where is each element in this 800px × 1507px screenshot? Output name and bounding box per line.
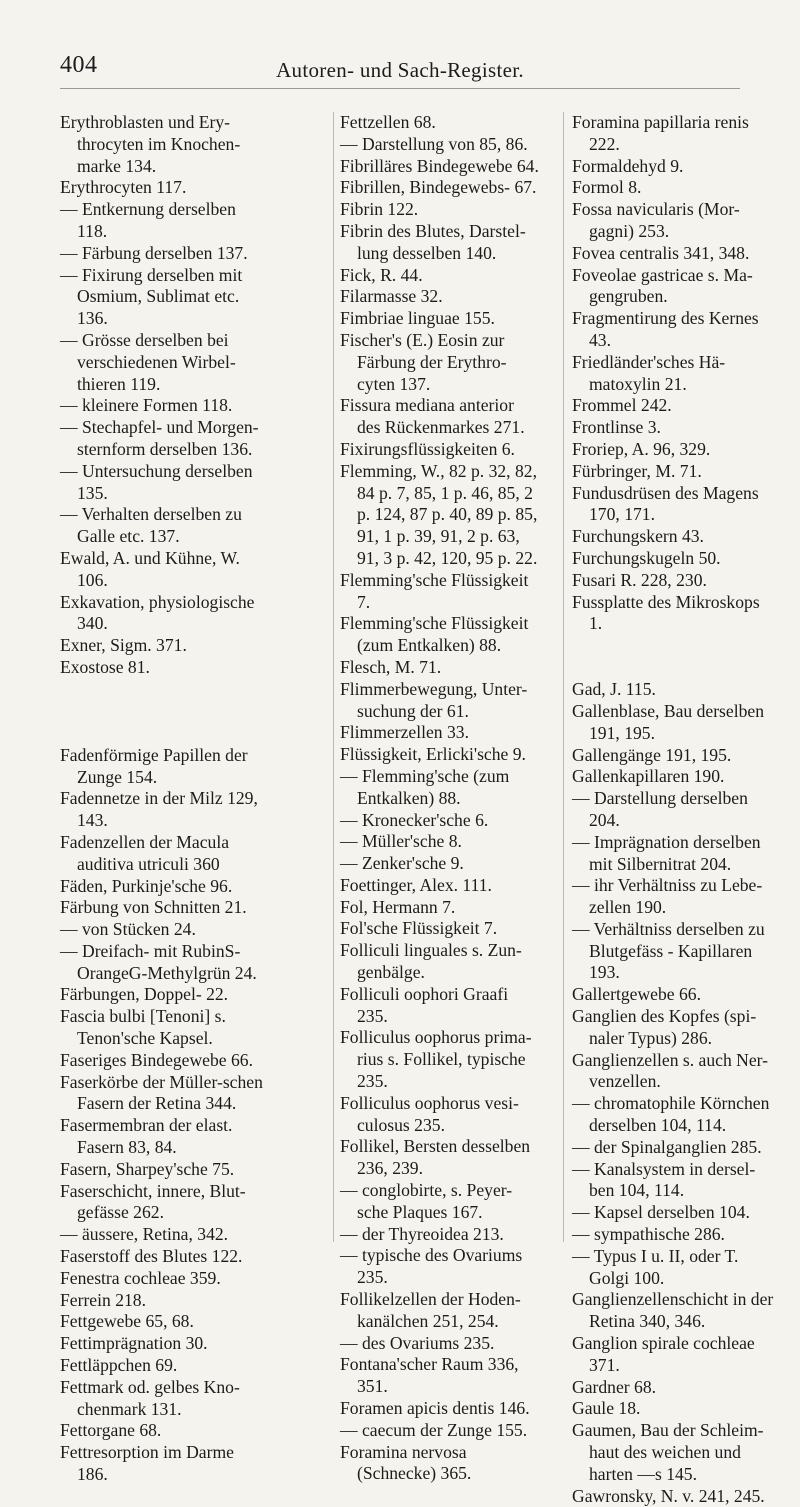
index-entry: Fibrin 122. xyxy=(340,199,419,220)
index-entry: Folliculi oophori Graafi 235. xyxy=(340,983,509,1026)
index-entry: — der Thyreoidea 213. xyxy=(340,1223,504,1244)
page-number: 404 xyxy=(60,52,98,78)
index-entry: Filarmasse 32. xyxy=(340,286,443,307)
index-entry: Gallertgewebe 66. xyxy=(572,984,701,1005)
index-entry: Gallenblase, Bau derselben 191, 195. xyxy=(572,700,764,743)
index-entry: — Färbung derselben 137. xyxy=(60,242,248,263)
index-entry: Folliculi linguales s. Zun-genbälge. xyxy=(340,940,522,983)
index-entry: Flemming, W., 82 p. 32, 82, 84 p. 7, 85, 1 p. 46, 85, 2 p. 124, 87 p. 40, 89 p. 85, 91, 1 p. 39, 91, 2 p. 63, 91, 3 p. 42, 120, 95 p. 22. xyxy=(340,460,538,568)
index-entry: — Imprägnation derselben mit Silbernitrat 204. xyxy=(572,831,761,874)
index-entry: Follikelzellen der Hoden-kanälchen 251, 254. xyxy=(340,1289,521,1331)
index-entry: Fissura mediana anterior des Rückenmarkes 271. xyxy=(340,395,525,438)
index-entry: — Dreifach- mit RubinS-OrangeG-Methylgrün 24. xyxy=(60,940,257,983)
index-entry: Follikel, Bersten desselben 236, 239. xyxy=(340,1136,531,1179)
column-separator xyxy=(563,112,564,1242)
index-entry: — Untersuchung derselben 135. xyxy=(60,460,253,503)
index-entry: Fasermembran der elast. Fasern 83, 84. xyxy=(60,1115,233,1158)
index-entry: Exkavation, physiologische 340. xyxy=(60,591,255,634)
index-column-1 xyxy=(60,112,265,1486)
index-entry: Fovea centralis 341, 348. xyxy=(572,242,750,263)
column-separator xyxy=(333,112,334,1242)
index-entry: Foettinger, Alex. 111. xyxy=(340,874,492,895)
index-entry: — conglobirte, s. Peyer-sche Plaques 167. xyxy=(340,1180,513,1222)
index-entry: — typische des Ovariums 235. xyxy=(340,1245,523,1288)
index-entry: Fettorgane 68. xyxy=(60,1420,162,1441)
index-entry: Fragmentirung des Kernes 43. xyxy=(572,308,759,350)
index-entry: Ganglien des Kopfes (spi-naler Typus) 286. xyxy=(572,1006,757,1048)
index-entry: Fettresorption im Darme 186. xyxy=(60,1442,234,1485)
index-entry: — Darstellung von 85, 86. xyxy=(340,133,528,154)
index-entry: Foramina papillaria renis 222. xyxy=(572,112,749,154)
index-entry: Fimbriae linguae 155. xyxy=(340,308,495,329)
index-entry: Fadenzellen der Macula auditiva utriculi 360 xyxy=(60,831,230,874)
index-entry: Frommel 242. xyxy=(572,395,672,416)
index-entry: Fibrillen, Bindegewebs- 67. xyxy=(340,177,537,198)
index-entry: Formol 8. xyxy=(572,177,642,198)
index-entry: Fibrin des Blutes, Darstel-lung desselben 140. xyxy=(340,220,526,263)
index-entry: — von Stücken 24. xyxy=(60,919,196,940)
index-entry: Ewald, A. und Kühne, W. 106. xyxy=(60,547,240,590)
index-entry: Gaule 18. xyxy=(572,1398,641,1419)
index-entry: Fusari R. 228, 230. xyxy=(572,569,707,590)
index-entry: Fick, R. 44. xyxy=(340,264,423,285)
index-entry: Flemming'sche Flüssigkeit 7. xyxy=(340,569,529,612)
index-column-2 xyxy=(340,112,540,1485)
index-column-3 xyxy=(572,112,777,1507)
index-entry: Fussplatte des Mikroskops 1. xyxy=(572,591,760,634)
index-entry: Fundusdrüsen des Magens 170, 171. xyxy=(572,482,759,525)
index-entry: Foveolae gastricae s. Ma-gengruben. xyxy=(572,264,753,307)
index-entry: Friedländer'sches Hä-matoxylin 21. xyxy=(572,351,726,394)
index-entry: Fischer's (E.) Eosin zur Färbung der Erythro-cyten 137. xyxy=(340,329,507,394)
index-entry: Flemming'sche Flüssigkeit (zum Entkalken) 88. xyxy=(340,613,529,656)
index-entry: Flüssigkeit, Erlicki'sche 9. xyxy=(340,744,526,765)
index-entry: — Entkernung derselben 118. xyxy=(60,199,236,241)
index-entry: — des Ovariums 235. xyxy=(340,1332,495,1353)
index-entry: Flimmerzellen 33. xyxy=(340,722,469,743)
index-entry: Fascia bulbi [Tenoni] s. Tenon'sche Kapsel. xyxy=(60,1006,226,1049)
index-entry: Erythrocyten 117. xyxy=(60,177,187,198)
index-entry: Fenestra cochleae 359. xyxy=(60,1267,221,1288)
index-entry: Furchungskern 43. xyxy=(572,526,704,547)
index-entry: Fol'sche Flüssigkeit 7. xyxy=(340,918,498,939)
index-entry: — Flemming'sche (zum Entkalken) 88. xyxy=(340,765,510,808)
index-entry: Gallenkapillaren 190. xyxy=(572,766,725,787)
index-entry: Färbungen, Doppel- 22. xyxy=(60,984,229,1005)
index-entry: Ganglienzellenschicht in der Retina 340, 346. xyxy=(572,1289,774,1332)
index-entry: — ihr Verhältniss zu Lebe-zellen 190. xyxy=(572,875,763,918)
index-entry: Flimmerbewegung, Unter-suchung der 61. xyxy=(340,678,528,721)
index-entry: Frontlinse 3. xyxy=(572,417,661,438)
index-entry: Foramina nervosa (Schnecke) 365. xyxy=(340,1441,472,1484)
index-entry: Flesch, M. 71. xyxy=(340,656,442,677)
index-entry: Faseriges Bindegewebe 66. xyxy=(60,1049,253,1070)
index-entry: Fadennetze in der Milz 129, 143. xyxy=(60,788,258,831)
index-entry: — kleinere Formen 118. xyxy=(60,395,233,416)
index-entry: Formaldehyd 9. xyxy=(572,155,684,176)
index-entry: — Fixirung derselben mit Osmium, Sublimat etc. 136. xyxy=(60,264,243,329)
index-entry: — Typus I u. II, oder T. Golgi 100. xyxy=(572,1245,739,1288)
index-entry: Erythroblasten und Ery-throcyten im Knochen-marke 134. xyxy=(60,112,241,176)
index-entry: — chromatophile Körnchen derselben 104, 114. xyxy=(572,1093,770,1136)
index-entry: — Zenker'sche 9. xyxy=(340,853,464,874)
running-head: Autoren- und Sach-Register. xyxy=(276,58,524,82)
index-entry: — äussere, Retina, 342. xyxy=(60,1224,229,1245)
index-entry: Gawronsky, N. v. 241, 245. xyxy=(572,1485,765,1506)
index-entry: Färbung von Schnitten 21. xyxy=(60,897,247,918)
index-entry: — Kronecker'sche 6. xyxy=(340,809,489,830)
index-entry: Fossa navicularis (Mor-gagni) 253. xyxy=(572,199,740,241)
index-entry: Fixirungsflüssigkeiten 6. xyxy=(340,438,515,459)
index-entry: Fäden, Purkinje'sche 96. xyxy=(60,875,233,896)
index-entry: Fadenförmige Papillen der Zunge 154. xyxy=(60,744,248,787)
index-entry: — Darstellung derselben 204. xyxy=(572,788,748,830)
index-entry: Foramen apicis dentis 146. xyxy=(340,1398,530,1419)
index-entry: Fürbringer, M. 71. xyxy=(572,460,702,481)
index-entry: — sympathische 286. xyxy=(572,1224,725,1245)
index-entry: Gad, J. 115. xyxy=(572,679,656,700)
index-entry: Folliculus oophorus prima-rius s. Follikel, typische 235. xyxy=(340,1027,532,1092)
index-entry: — Kapsel derselben 104. xyxy=(572,1202,750,1223)
index-entry: Fibrilläres Bindegewebe 64. xyxy=(340,155,539,176)
index-entry: Ganglion spirale cochleae 371. xyxy=(572,1333,755,1375)
index-entry: Exner, Sigm. 371. xyxy=(60,635,187,656)
index-entry: Gallengänge 191, 195. xyxy=(572,744,732,765)
index-entry: — der Spinalganglien 285. xyxy=(572,1136,762,1157)
index-entry: — Müller'sche 8. xyxy=(340,831,462,852)
index-entry: — Kanalsystem in dersel-ben 104, 114. xyxy=(572,1158,756,1201)
index-entry: — caecum der Zunge 155. xyxy=(340,1419,528,1440)
index-entry: Fettläppchen 69. xyxy=(60,1355,178,1376)
index-entry: Faserschicht, innere, Blut-gefässe 262. xyxy=(60,1180,246,1223)
index-entry: — Verhältniss derselben zu Blutgefäss - Kapillaren 193. xyxy=(572,918,765,983)
index-entry: Froriep, A. 96, 329. xyxy=(572,438,711,459)
index-entry: Fettimprägnation 30. xyxy=(60,1333,208,1354)
index-entry: Ferrein 218. xyxy=(60,1289,146,1310)
index-entry: Folliculus oophorus vesi-culosus 235. xyxy=(340,1092,519,1135)
index-entry: Faserstoff des Blutes 122. xyxy=(60,1246,243,1267)
index-entry: Faserkörbe der Müller-schen Fasern der Retina 344. xyxy=(60,1071,263,1114)
index-entry: Fontana'scher Raum 336, 351. xyxy=(340,1354,519,1397)
index-entry: Fasern, Sharpey'sche 75. xyxy=(60,1158,235,1179)
index-entry: Fettgewebe 65, 68. xyxy=(60,1311,194,1332)
index-entry: Fol, Hermann 7. xyxy=(340,896,456,917)
index-entry: Gardner 68. xyxy=(572,1376,657,1397)
index-entry: Furchungskugeln 50. xyxy=(572,547,721,568)
section-gap xyxy=(60,679,265,745)
index-entry: Fettmark od. gelbes Kno-chenmark 131. xyxy=(60,1376,240,1419)
index-entry: — Stechapfel- und Morgen-sternform derselben 136. xyxy=(60,417,259,459)
index-entry: Ganglienzellen s. auch Ner-venzellen. xyxy=(572,1049,769,1092)
section-gap xyxy=(572,635,777,679)
index-entry: Gaumen, Bau der Schleim-haut des weichen und harten —s 145. xyxy=(572,1420,764,1484)
header-rule xyxy=(60,88,740,89)
index-entry: — Verhalten derselben zu Galle etc. 137. xyxy=(60,504,242,547)
index-entry: Exostose 81. xyxy=(60,656,150,677)
index-entry: — Grösse derselben bei verschiedenen Wirbel-thieren 119. xyxy=(60,329,236,394)
index-entry: Fettzellen 68. xyxy=(340,112,436,132)
